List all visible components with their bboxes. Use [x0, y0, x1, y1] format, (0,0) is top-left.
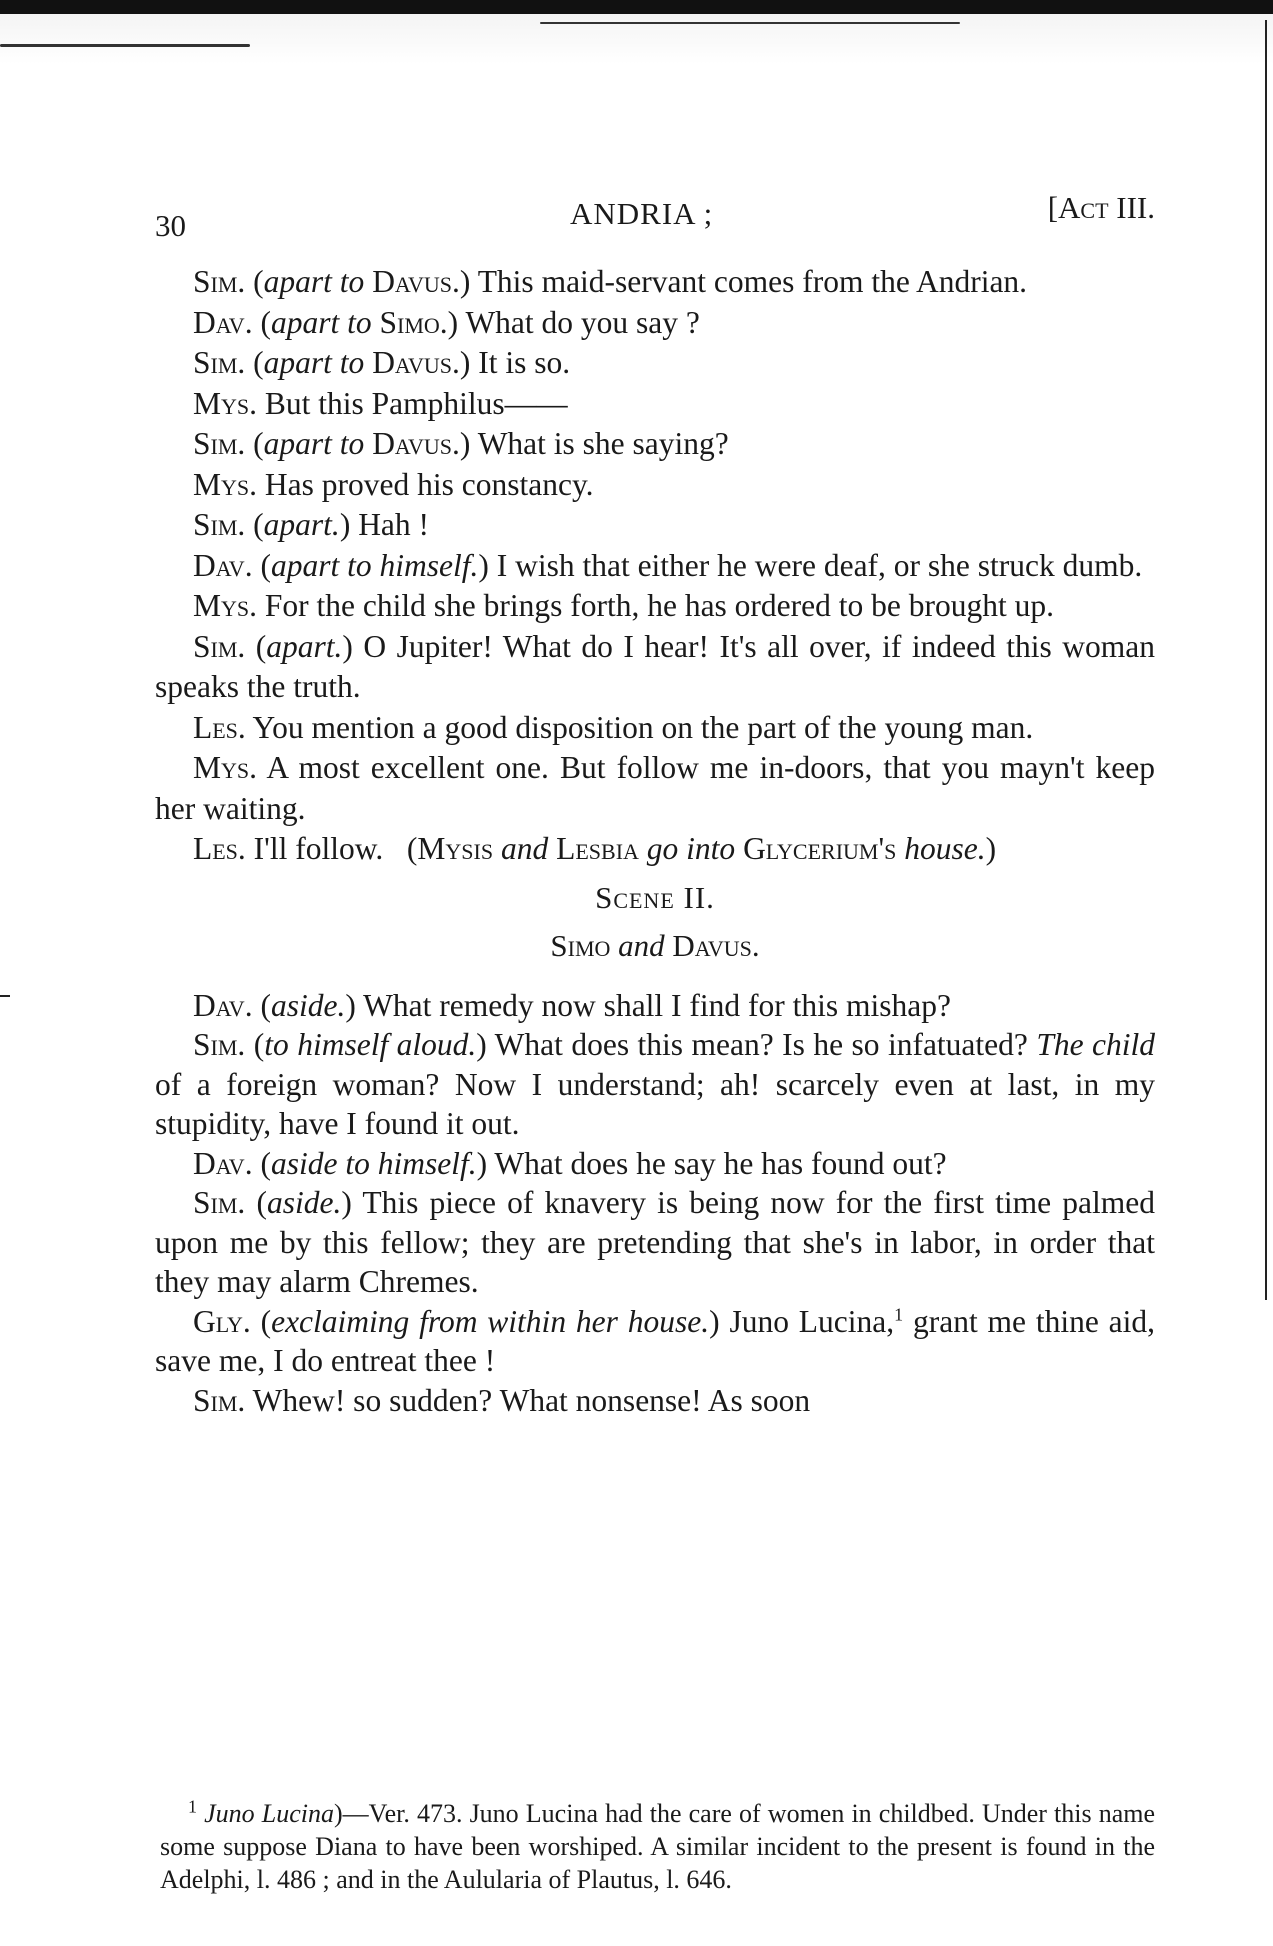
page-number: 30: [155, 208, 186, 243]
conjunction: and: [618, 927, 665, 963]
stage-direction: apart to himself.: [270, 547, 479, 583]
speaker: Mys.: [193, 750, 258, 785]
stage-direction: aside to himself.: [270, 1145, 477, 1181]
dialogue-line: [155, 986, 1155, 1026]
speaker: Sim.: [193, 1027, 246, 1062]
dialogue-line: [155, 1025, 1155, 1144]
stage-close: Davus.): [364, 345, 471, 380]
stage-open: (: [253, 345, 264, 380]
speaker: Mys.: [193, 466, 258, 502]
scene-heading: Scene II.: [595, 879, 715, 915]
speaker: Dav.: [193, 987, 253, 1023]
speech: This piece of knavery is being now for the first time palmed upon me by this fellow; they are pretending that she's in labor, in order that they may alarm Chremes.: [155, 1185, 1156, 1299]
stage-close: Davus.): [364, 426, 471, 461]
dialogue-line: [155, 465, 1155, 506]
stage-direction: apart to: [263, 264, 365, 299]
stage-open: (: [256, 1185, 267, 1220]
stage-direction: to himself aloud.: [264, 1027, 477, 1062]
dialogue-line: [155, 343, 1155, 384]
speaker: Dav.: [193, 547, 253, 583]
stage-direction: and: [500, 831, 549, 866]
speech: Hah !: [358, 507, 430, 542]
speaker: Mys.: [193, 588, 258, 623]
speech: What is she saying?: [477, 426, 729, 461]
speaker: Les.: [193, 831, 246, 866]
stage-direction: house.: [904, 831, 986, 866]
dialogue-line: [155, 627, 1155, 708]
speech: Has proved his constancy.: [264, 466, 594, 502]
speech: This maid-servant comes from the Andrian.: [477, 264, 1028, 299]
speaker: Sim.: [193, 507, 246, 542]
speech: It is so.: [478, 345, 571, 380]
stage-close: ): [709, 1303, 720, 1339]
character-name: Lesbia: [556, 831, 639, 866]
dialogue-line: [155, 384, 1155, 425]
character-name: Glycerium's: [743, 831, 897, 866]
stage-direction: apart.: [266, 628, 343, 664]
speech: I wish that either he were deaf, or she struck dumb.: [496, 547, 1143, 583]
stage-close: ): [476, 1027, 487, 1062]
stage-open: (: [260, 304, 271, 340]
stage-open: (: [260, 1145, 271, 1181]
speech: What do you say ?: [465, 304, 700, 340]
dialogue-line: [155, 1183, 1155, 1302]
stage-direction: apart to: [270, 304, 372, 340]
speaker: Sim.: [193, 264, 246, 299]
speech: Whew! so sudden? What nonsense! As soon: [252, 1382, 811, 1418]
character-name: Simo: [550, 927, 611, 963]
speaker: Sim.: [193, 1185, 246, 1220]
speech: Juno Lucina,: [729, 1303, 895, 1339]
speech: What does this mean? Is he so infatuated?: [494, 1027, 1028, 1062]
footnote-term: Juno Lucina: [204, 1799, 335, 1828]
speech: I'll follow.: [253, 831, 384, 866]
dialogue-line: [155, 748, 1155, 829]
book-page: [155, 0, 1175, 1946]
speech: What does he say he has found out?: [494, 1145, 947, 1181]
dialogue-line: [155, 1302, 1155, 1381]
stage-close: Simo.): [371, 304, 459, 340]
dialogue-line: [155, 708, 1155, 749]
scene-characters: [155, 924, 1155, 968]
footnote-ref: 1: [894, 1304, 904, 1324]
stage-direction: exclaiming from within her house.: [271, 1303, 710, 1339]
speaker: Dav.: [193, 1145, 253, 1181]
stage-direction: go into: [646, 831, 736, 866]
speech: For the child she brings forth, he has ordered to be brought up.: [264, 588, 1054, 623]
stage-close: ): [342, 628, 353, 664]
speech: A most excellent one. But follow me in-doors, that you mayn't keep her waiting.: [155, 750, 1155, 826]
speech: O Jupiter! What do I hear! It's all over, if indeed this woman speaks the truth.: [155, 628, 1155, 704]
stage-direction: aside.: [266, 1185, 342, 1220]
dialogue-line: [155, 262, 1155, 303]
running-title: ANDRIA ;: [570, 196, 714, 231]
stage-open: (: [253, 264, 264, 299]
speaker: Sim.: [193, 426, 246, 461]
stage-open: (: [253, 1027, 265, 1062]
stage-direction: apart to: [263, 345, 365, 380]
stage-close: ): [339, 507, 351, 542]
dialogue-line: [155, 829, 1155, 870]
dialogue-line: [155, 1381, 1155, 1421]
dialogue-line: [155, 303, 1155, 344]
stage-open: (Mysis: [406, 831, 494, 866]
stage-direction: apart.: [263, 507, 340, 542]
stage-open: (: [260, 547, 271, 583]
page-body: [155, 262, 1155, 1420]
act-label: [Act III.: [1047, 190, 1155, 225]
stage-close: Davus.): [364, 264, 471, 299]
speaker: Sim.: [193, 628, 246, 664]
speaker: Mys.: [193, 385, 258, 421]
dialogue-line: [155, 505, 1155, 546]
stage-open: (: [260, 1303, 272, 1339]
speech: grant me thine aid, save me, I do entreat thee !: [155, 1303, 1156, 1378]
stage-close: ): [478, 547, 489, 583]
scan-right-edge: [1265, 20, 1267, 1300]
speaker: Gly.: [193, 1303, 251, 1339]
stage-direction: apart to: [263, 426, 365, 461]
speaker: Sim.: [193, 345, 246, 380]
dialogue-line: [155, 546, 1155, 587]
dialogue-line: [155, 424, 1155, 465]
stage-close: ): [985, 831, 997, 866]
stage-direction: aside.: [270, 987, 346, 1023]
margin-mark: [0, 995, 10, 997]
emphasis: The child: [1036, 1027, 1156, 1062]
scene-two-dialogue: [155, 986, 1155, 1421]
footnote: [160, 1797, 1155, 1896]
speaker: Les.: [193, 709, 246, 745]
running-header: [155, 190, 1155, 243]
character-name: Davus.: [672, 927, 760, 963]
speech: What remedy now shall I find for this mishap?: [363, 987, 951, 1023]
speech: But this Pamphilus——: [264, 385, 568, 421]
stage-open: (: [260, 987, 271, 1023]
speech: of a foreign woman? Now I understand; ah! scarcely even at last, in my stupidity, have I found it out.: [155, 1066, 1155, 1141]
stage-close: ): [345, 987, 356, 1023]
speech: You mention a good disposition on the part of the young man.: [252, 709, 1034, 745]
stage-open: (: [255, 628, 267, 664]
dialogue-line: [155, 1144, 1155, 1184]
stage-close: ): [341, 1185, 352, 1220]
speaker: Dav.: [193, 304, 253, 340]
dialogue-line: [155, 586, 1155, 627]
footnote-marker: 1: [188, 1796, 197, 1817]
stage-open: (: [253, 507, 264, 542]
speaker: Sim.: [193, 1382, 246, 1418]
stage-close: ): [476, 1145, 488, 1181]
stage-open: (: [253, 426, 264, 461]
footnote-text: )—Ver. 473. Juno Lucina had the care of women in childbed. Under this name some suppose Diana to have been worshiped. A similar incident to the present is found in the Adelphi, l. 486 ; and in the Aulularia of Plautus, l. 646.: [160, 1799, 1156, 1894]
